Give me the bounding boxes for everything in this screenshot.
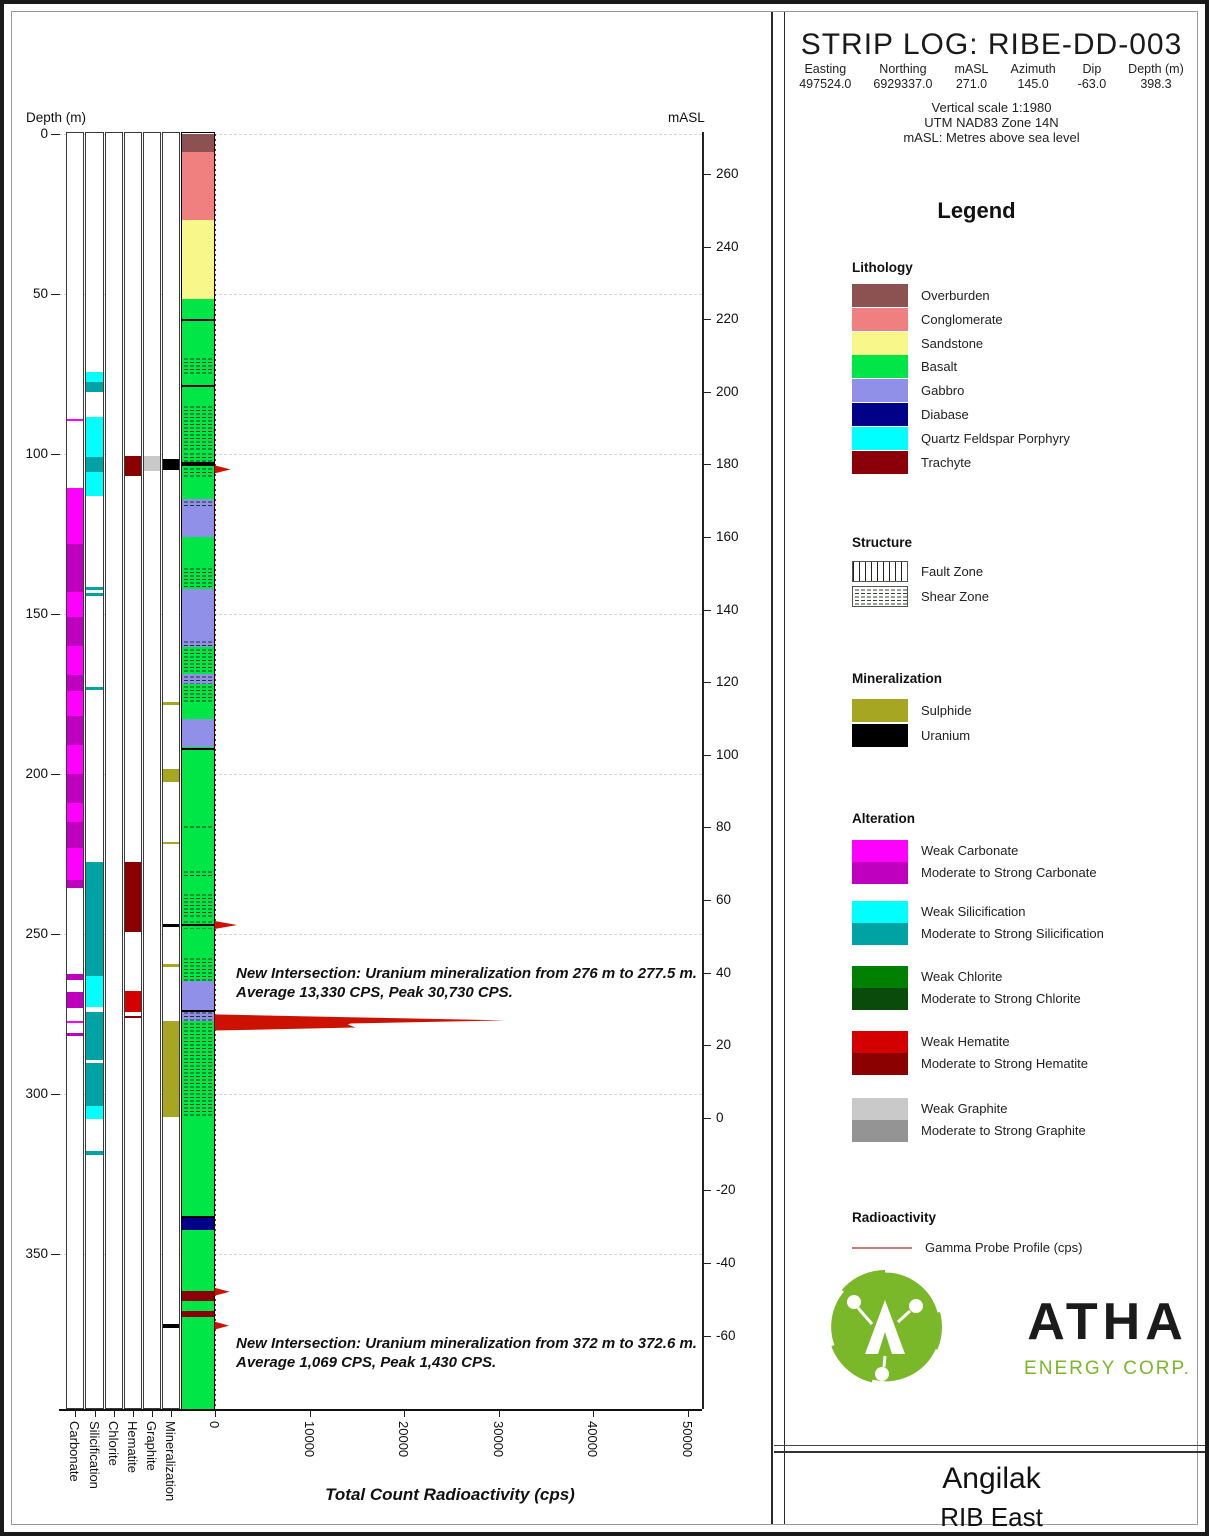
depth-tick-label: 150 — [25, 606, 48, 621]
silicification-interval-strong — [86, 382, 103, 392]
depth-tick — [51, 774, 60, 775]
legend-label: Shear Zone — [921, 589, 989, 604]
masl-tick — [702, 682, 711, 683]
carbonate-pair-swatch — [852, 840, 908, 884]
collar-field-label: mASL — [954, 62, 989, 76]
sulphide-swatch — [852, 699, 908, 722]
legend-row-diabase — [852, 403, 969, 426]
lith-interval-sandstone — [182, 220, 214, 298]
legend-row-gabbro — [852, 379, 964, 402]
gamma-profile-trace — [181, 132, 721, 1409]
lith-interval-gabbro — [182, 981, 214, 1010]
column-bottom-tick — [95, 1410, 96, 1417]
carbonate-interval-weak — [67, 592, 83, 618]
depth-tick-label: 350 — [25, 1246, 48, 1261]
rad-axis-title: Total Count Radioactivity (cps) — [325, 1485, 575, 1504]
column-bottom-tick — [75, 1410, 76, 1417]
gamma-spike — [215, 1019, 356, 1031]
lith-interval-basalt-shear — [182, 684, 214, 702]
trachyte-swatch — [852, 451, 908, 474]
masl-tick — [702, 1045, 711, 1046]
lith-interval-basalt-shear — [182, 1021, 214, 1117]
utm-note: UTM NAD83 Zone 14N — [924, 115, 1059, 130]
legend-pair-silicification — [852, 901, 1192, 945]
silicification-interval-strong — [86, 687, 103, 690]
legend-label: Fault Zone — [921, 564, 984, 579]
graphite-interval-weak — [144, 456, 160, 471]
legend-label: Uranium — [921, 727, 971, 743]
scale-note: Vertical scale 1:1980 — [931, 100, 1052, 115]
carbonate-strong-swatch — [852, 862, 908, 884]
legend-row-basalt — [852, 355, 957, 378]
masl-tick-label: 20 — [716, 1037, 732, 1053]
chlorite-pair-swatch — [852, 966, 908, 1010]
masl-tick — [702, 464, 711, 465]
masl-tick — [702, 1336, 711, 1337]
legend-label: Weak Hematite — [921, 1034, 1010, 1049]
mineralization-interval-sulphide — [163, 964, 179, 967]
masl-tick — [702, 755, 711, 756]
carbonate-interval-weak — [67, 745, 83, 774]
rad-tick-label: 20000 — [396, 1421, 411, 1458]
collar-field-northing — [873, 62, 932, 91]
column-mineralization — [162, 132, 180, 1409]
gamma-spike — [215, 465, 231, 473]
lithology-strip — [181, 132, 215, 1409]
conglomerate-swatch — [852, 308, 908, 331]
plot-bottom-line — [59, 1409, 702, 1411]
collar-field-azimuth — [1011, 62, 1056, 91]
collar-field-masl — [954, 62, 988, 91]
collar-field-value: -63.0 — [1077, 77, 1107, 91]
carbonate-interval-weak — [67, 646, 83, 675]
rad-tick — [688, 1410, 689, 1417]
rad-tick — [499, 1410, 500, 1417]
depth-axis-title: Depth (m) — [26, 110, 87, 125]
lithology-header: Lithology — [852, 260, 913, 275]
lith-interval-basalt — [182, 1117, 214, 1217]
lith-interval-trachyte — [182, 1291, 214, 1301]
masl-axis-line — [702, 132, 704, 1409]
shear-zone-swatch — [852, 586, 908, 607]
diabase-swatch — [852, 403, 908, 426]
legend-title: Legend — [937, 198, 1016, 223]
masl-tick-label: 60 — [716, 891, 732, 907]
basalt-swatch — [852, 355, 908, 378]
lith-interval-basalt — [182, 1317, 214, 1409]
silicification-pair-swatch — [852, 901, 908, 945]
lith-interval-basalt-shear — [182, 892, 214, 919]
graphite-weak-swatch — [852, 1098, 908, 1120]
alteration-header: Alteration — [852, 811, 916, 826]
atha-logo-mark — [820, 1262, 950, 1392]
collar-field-value: 145.0 — [1017, 77, 1049, 91]
legend-pair-hematite — [852, 1031, 1192, 1075]
legend-label: Sulphide — [921, 703, 972, 718]
mineralization-interval-uranium — [163, 1324, 179, 1327]
legend-label: Quartz Feldspar Porphyry — [921, 430, 1070, 446]
masl-note: mASL: Metres above sea level — [903, 130, 1080, 145]
legend-label: Sandstone — [921, 335, 984, 351]
legend-label: Weak Carbonate — [921, 843, 1019, 858]
gamma-spike — [215, 1288, 230, 1296]
atha-wordmark: ATHA — [1027, 1293, 1188, 1351]
lith-interval-basalt — [182, 479, 214, 499]
masl-tick — [702, 900, 711, 901]
masl-tick-label: -60 — [716, 1327, 736, 1343]
collar-info-row — [774, 62, 1209, 91]
depth-tick-label: 50 — [32, 286, 48, 301]
legend-label: Moderate to Strong Hematite — [921, 1056, 1088, 1071]
silicification-weak-swatch — [852, 901, 908, 923]
legend-label: Gamma Probe Profile (cps) — [925, 1240, 1083, 1255]
chlorite-strong-swatch — [852, 988, 908, 1010]
lith-interval-gabbro-shear — [182, 639, 214, 647]
column-graphite — [143, 132, 161, 1409]
carbonate-interval-strong — [67, 716, 83, 745]
overburden-swatch — [852, 284, 908, 307]
collar-field-label: Depth (m) — [1128, 62, 1184, 76]
hematite-interval-weak — [125, 991, 141, 1012]
hematite-interval-strong — [125, 862, 141, 932]
legend-row-trachyte — [852, 451, 971, 474]
silicification-strong-swatch — [852, 923, 908, 945]
lith-contact-line — [182, 748, 214, 750]
graphite-strong-swatch — [852, 1120, 908, 1142]
carbonate-interval-strong — [67, 974, 83, 980]
rad-tick — [215, 1410, 216, 1417]
carbonate-interval-weak — [67, 419, 83, 421]
uranium-swatch — [852, 724, 908, 747]
graphite-pair-swatch — [852, 1098, 908, 1142]
info-panel — [774, 4, 1209, 1536]
lith-interval-gabbro-shear — [182, 499, 214, 507]
masl-tick-label: 160 — [716, 528, 739, 544]
silicification-interval-strong — [86, 1012, 103, 1060]
legend-row-quartz-feldspar-porphyry — [852, 427, 1070, 450]
lith-interval-overburden — [182, 134, 214, 152]
hematite-strong-swatch — [852, 1053, 908, 1075]
atha-logo — [820, 1262, 1191, 1422]
collar-field-easting — [799, 62, 851, 91]
legend-row-overburden — [852, 284, 990, 307]
legend-label: Conglomerate — [921, 311, 1003, 327]
masl-tick — [702, 392, 711, 393]
collar-field-value: 6929337.0 — [873, 77, 933, 91]
mineralization-header: Mineralization — [852, 671, 943, 686]
lith-interval-basalt-shear — [182, 466, 214, 479]
legend-pair-carbonate — [852, 840, 1192, 884]
masl-tick-label: 40 — [716, 964, 732, 980]
lith-interval-basalt — [182, 747, 214, 824]
hematite-interval-strong — [125, 1016, 141, 1019]
atha-subtitle: ENERGY CORP. — [1024, 1358, 1191, 1379]
carbonate-interval-strong — [67, 774, 83, 803]
chlorite-weak-swatch — [852, 966, 908, 988]
silicification-interval-weak — [86, 976, 103, 1007]
lith-interval-diabase — [182, 1217, 214, 1230]
silicification-interval-weak — [86, 417, 103, 457]
masl-tick — [702, 174, 711, 175]
collar-field-value: 398.3 — [1140, 77, 1172, 91]
legend-pair-graphite — [852, 1098, 1192, 1142]
rad-tick-label: 10000 — [301, 1421, 317, 1458]
column-label-graphite: Graphite — [144, 1421, 159, 1471]
mineralization-interval-uranium — [163, 459, 179, 470]
carbonate-interval-strong — [67, 822, 83, 848]
rad-tick-label: 50000 — [679, 1421, 695, 1458]
legend-label: Weak Chlorite — [921, 969, 1003, 984]
carbonate-interval-weak — [67, 691, 83, 717]
lith-interval-basalt — [182, 1230, 214, 1291]
carbonate-interval-strong — [67, 544, 83, 592]
masl-tick-label: 140 — [716, 601, 739, 617]
silicification-interval-weak — [86, 372, 103, 382]
masl-tick — [702, 319, 711, 320]
column-label-silicification: Silicification — [86, 1421, 102, 1489]
lith-interval-basalt-shear — [182, 566, 214, 589]
gabbro-swatch — [852, 379, 908, 402]
masl-tick-label: 220 — [716, 311, 739, 327]
column-chlorite — [105, 132, 123, 1409]
rad-tick — [310, 1410, 311, 1417]
legend-label: Weak Silicification — [921, 904, 1026, 919]
legend-label: Weak Graphite — [921, 1101, 1008, 1116]
carbonate-weak-swatch — [852, 840, 908, 862]
lith-interval-basalt — [182, 1301, 214, 1311]
hematite-interval-strong — [125, 456, 141, 476]
legend-row-uranium — [852, 724, 970, 747]
depth-tick-label: 250 — [25, 926, 48, 941]
lith-interval-gabbro — [182, 719, 214, 747]
mineralization-interval-sulphide — [163, 769, 179, 782]
hematite-weak-swatch — [852, 1031, 908, 1053]
depth-tick-label: 100 — [25, 446, 48, 461]
column-label-hematite: Hematite — [125, 1421, 140, 1474]
gamma-spike — [215, 1322, 230, 1330]
depth-tick — [51, 1254, 60, 1255]
depth-tick — [51, 454, 60, 455]
mineralization-interval-sulphide — [163, 702, 179, 705]
lith-interval-basalt — [182, 537, 214, 566]
silicification-interval-strong — [86, 593, 103, 596]
legend-label: Moderate to Strong Graphite — [921, 1123, 1086, 1138]
carbonate-interval-weak — [67, 1021, 83, 1023]
annotation-text: New Intersection: Uranium mineralization from 372 m to 372.6 m. Average 1,069 CPS, Peak 1,430 CPS. — [236, 1335, 697, 1371]
lith-interval-gabbro-shear — [182, 674, 214, 684]
collar-field-depthm — [1128, 62, 1184, 91]
legend-row-gamma — [852, 1240, 1083, 1255]
depth-tick — [51, 134, 60, 135]
radioactivity-header: Radioactivity — [852, 1210, 937, 1225]
depth-tick — [51, 1094, 60, 1095]
gamma-spike — [215, 1014, 506, 1026]
legend-label: Basalt — [921, 359, 958, 375]
mineralization-interval-sulphide — [163, 842, 179, 844]
column-bottom-tick — [133, 1410, 134, 1417]
page-title: STRIP LOG: RIBE-DD-003 — [800, 28, 1183, 61]
masl-tick — [702, 1190, 711, 1191]
masl-tick-label: 240 — [716, 238, 739, 254]
lith-interval-basalt — [182, 299, 214, 356]
silicification-interval-strong — [86, 1151, 103, 1155]
lith-interval-basalt — [182, 702, 214, 719]
project-area: RIB East — [940, 1502, 1043, 1532]
project-box — [774, 1445, 1209, 1536]
rad-tick-label: 30000 — [490, 1421, 506, 1458]
carbonate-interval-strong — [67, 1033, 83, 1037]
carbonate-interval-strong — [67, 675, 83, 691]
collar-field-dip — [1078, 62, 1107, 91]
column-bottom-tick — [152, 1410, 153, 1417]
silicification-interval-strong — [86, 862, 103, 976]
collar-field-value: 271.0 — [955, 77, 988, 91]
column-carbonate — [66, 132, 84, 1409]
silicification-interval-weak — [86, 472, 103, 496]
masl-tick-label: 0 — [716, 1109, 724, 1125]
carbonate-interval-strong — [67, 880, 83, 888]
lith-interval-basalt-shear — [182, 956, 214, 981]
column-label-chlorite: Chlorite — [106, 1421, 121, 1466]
depth-tick — [51, 934, 60, 935]
collar-field-label: Easting — [804, 62, 847, 76]
masl-tick-label: 80 — [716, 819, 732, 835]
column-silicification — [85, 132, 104, 1409]
collar-field-label: Northing — [879, 62, 927, 76]
gamma-spike — [215, 921, 238, 929]
masl-tick — [702, 1118, 711, 1119]
masl-tick — [702, 1263, 711, 1264]
carbonate-interval-strong — [67, 992, 83, 1008]
mineralization-interval-uranium — [163, 924, 179, 927]
lith-interval-basalt — [182, 376, 214, 404]
mineralization-interval-sulphide — [163, 1021, 179, 1117]
masl-tick — [702, 610, 711, 611]
legend-label: Moderate to Strong Carbonate — [921, 865, 1097, 880]
lith-contact-line — [182, 385, 214, 387]
carbonate-interval-weak — [67, 848, 83, 880]
legend-row-sulphide — [852, 699, 972, 722]
carbonate-interval-strong — [67, 617, 83, 646]
hematite-pair-swatch — [852, 1031, 908, 1075]
masl-axis-title: mASL — [668, 110, 705, 125]
masl-tick-label: 260 — [716, 165, 739, 181]
rad-tick — [593, 1410, 594, 1417]
column-label-mineralization: Mineralization — [163, 1421, 178, 1502]
lith-interval-basalt — [182, 876, 214, 892]
masl-tick-label: -20 — [716, 1182, 736, 1198]
legend-label: Moderate to Strong Silicification — [921, 926, 1104, 941]
masl-tick-label: 120 — [716, 674, 739, 690]
legend-label: Gabbro — [921, 383, 965, 399]
legend-label: Diabase — [921, 407, 969, 422]
depth-tick-label: 200 — [25, 766, 48, 781]
masl-tick — [702, 827, 711, 828]
silicification-interval-strong — [86, 1063, 103, 1106]
gamma-line-swatch — [852, 1247, 912, 1249]
rad-tick-label: 0 — [207, 1421, 222, 1429]
lith-interval-basalt-shear — [182, 404, 214, 451]
lith-interval-basalt-shear — [182, 869, 214, 876]
masl-tick — [702, 973, 711, 974]
collar-field-value: 497524.0 — [799, 77, 852, 91]
fault-zone-swatch — [852, 561, 908, 582]
silicification-interval-strong — [86, 457, 103, 472]
lith-interval-basalt — [182, 829, 214, 869]
lith-interval-basalt-shear — [182, 356, 214, 376]
depth-tick-label: 0 — [40, 126, 48, 141]
legend-label: Trachyte — [921, 454, 972, 470]
depth-tick — [51, 614, 60, 615]
rad-tick-label: 40000 — [585, 1421, 600, 1458]
masl-tick — [702, 537, 711, 538]
lith-interval-gabbro — [182, 507, 214, 537]
masl-tick — [702, 247, 711, 248]
legend-row-conglomerate — [852, 308, 1003, 331]
annotation-text: New Intersection: Uranium mineralization from 276 m to 277.5 m. Average 13,330 CPS, Peak 30,730 CPS. — [236, 965, 697, 1001]
collar-field-label: Azimuth — [1010, 62, 1056, 76]
legend-label: Moderate to Strong Chlorite — [921, 991, 1081, 1006]
lith-interval-conglomerate — [182, 152, 214, 220]
lith-contact-line — [182, 319, 214, 321]
lith-interval-gabbro — [182, 589, 214, 639]
legend-row-fault-zone — [852, 561, 983, 582]
structure-header: Structure — [852, 535, 913, 550]
panel-divider-outer — [771, 12, 773, 1524]
lith-interval-basalt — [182, 929, 214, 956]
depth-tick-label: 300 — [25, 1086, 48, 1101]
silicification-interval-strong — [86, 587, 103, 590]
collar-field-label: Dip — [1082, 62, 1102, 76]
legend-label: Overburden — [921, 288, 990, 303]
lith-contact-line — [182, 924, 214, 926]
legend-row-sandstone — [852, 332, 983, 355]
lith-interval-gabbro-shear — [182, 1010, 214, 1021]
depth-tick — [51, 294, 60, 295]
log-plot — [4, 4, 774, 1536]
lith-contact-line — [182, 1010, 214, 1012]
silicification-interval-weak — [86, 1106, 103, 1119]
column-bottom-tick — [114, 1410, 115, 1417]
legend-row-shear-zone — [852, 586, 989, 607]
masl-tick-label: 100 — [716, 746, 739, 762]
column-hematite — [124, 132, 142, 1409]
column-bottom-tick — [171, 1410, 172, 1417]
column-label-carbonate: Carbonate — [67, 1421, 82, 1482]
legend-pair-chlorite — [852, 966, 1192, 1010]
masl-tick-label: 200 — [716, 383, 739, 399]
rad-tick — [404, 1410, 405, 1417]
masl-tick-label: -40 — [716, 1254, 736, 1270]
carbonate-interval-weak — [67, 488, 83, 544]
lith-interval-basalt-shear — [182, 451, 214, 462]
lith-interval-basalt-shear — [182, 647, 214, 674]
lith-contact-line — [182, 1216, 214, 1218]
project-name: Angilak — [942, 1462, 1041, 1495]
carbonate-interval-weak — [67, 803, 83, 822]
masl-tick-label: 180 — [716, 456, 739, 472]
quartz-feldspar-porphyry-swatch — [852, 427, 908, 450]
sandstone-swatch — [852, 332, 908, 355]
